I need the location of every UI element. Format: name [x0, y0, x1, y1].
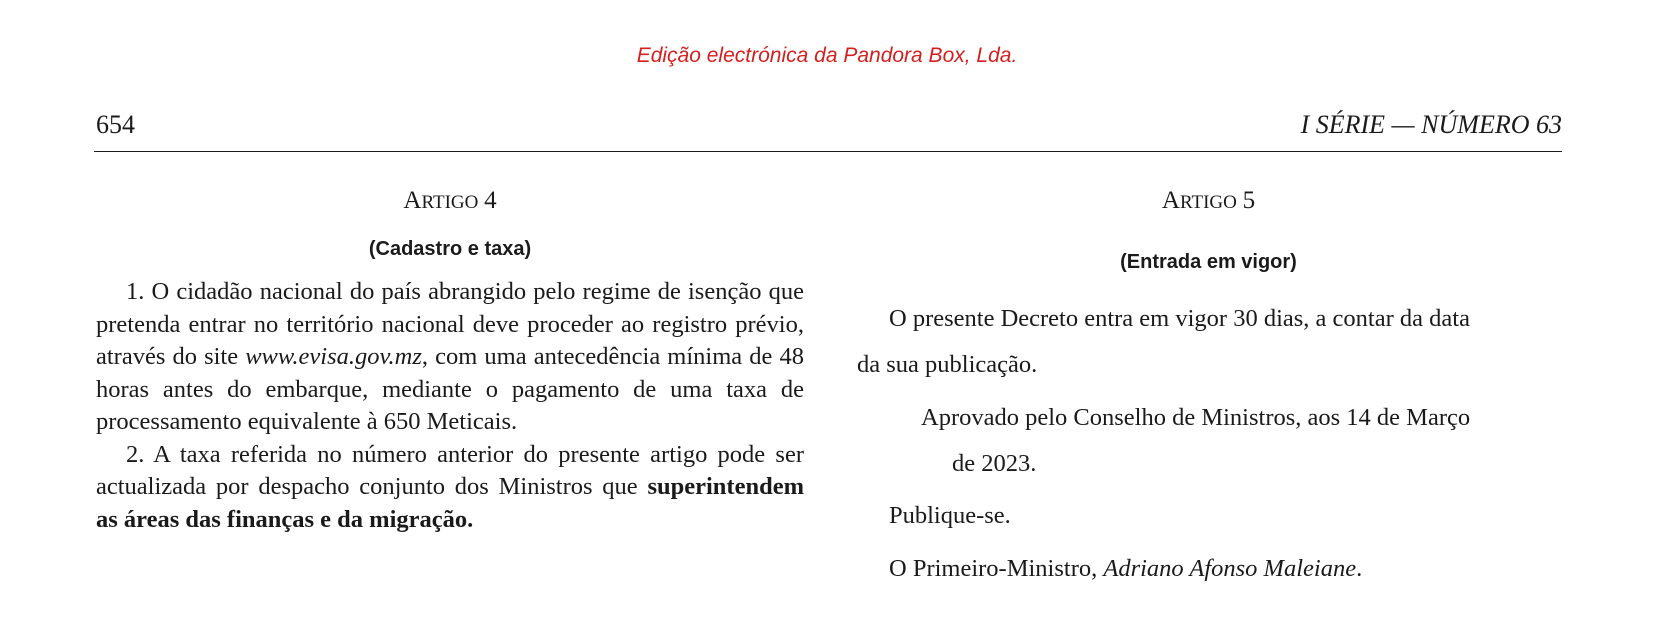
article-5-text-line-1: O presente Decreto entra em vigor 30 dias, a contar da data [889, 305, 1470, 332]
article-5-subtitle: (Entrada em vigor) [1120, 251, 1297, 273]
article-5-title: ARTIGO 5 [1161, 187, 1256, 214]
article-4-body [96, 276, 804, 536]
article-4-paragraph-1: 1. O cidadão nacional do país abrangido pelo regime de isenção que pretenda entrar no território nacional deve proceder ao registro prévio, através do site www.evisa.gov.mz, com uma antecedência mínima de 48 horas antes do embarque, mediante o pagamento de uma taxa de processamento equivalente à 650 Meticais. [96, 278, 804, 435]
page-number: 654 [96, 110, 135, 139]
series-number: I SÉRIE — NÚMERO 63 [1300, 110, 1562, 139]
approval-line-2: de 2023. [952, 450, 1037, 477]
approval-line-1: Aprovado pelo Conselho de Ministros, aos 14 de Março [921, 404, 1471, 431]
signature-line: O Primeiro-Ministro, Adriano Afonso Maleiane. [889, 555, 1363, 582]
publish-notice: Publique-se. [889, 502, 1011, 529]
header-rule [94, 151, 1562, 152]
article-4-paragraph-2: 2. A taxa referida no número anterior do presente artigo pode ser actualizada por despacho conjunto dos Ministros que superintendem as áreas das finanças e da migração. [96, 440, 804, 533]
article-5-text-line-2: da sua publicação. [857, 351, 1038, 378]
website-reference: www.evisa.gov.mz [245, 343, 422, 370]
prime-minister-name: Adriano Afonso Maleiane [1103, 555, 1357, 582]
article-4-subtitle: (Cadastro e taxa) [368, 238, 532, 260]
edition-banner: Edição electrónica da Pandora Box, Lda. [636, 44, 1018, 67]
article-4-title: ARTIGO 4 [403, 187, 497, 214]
